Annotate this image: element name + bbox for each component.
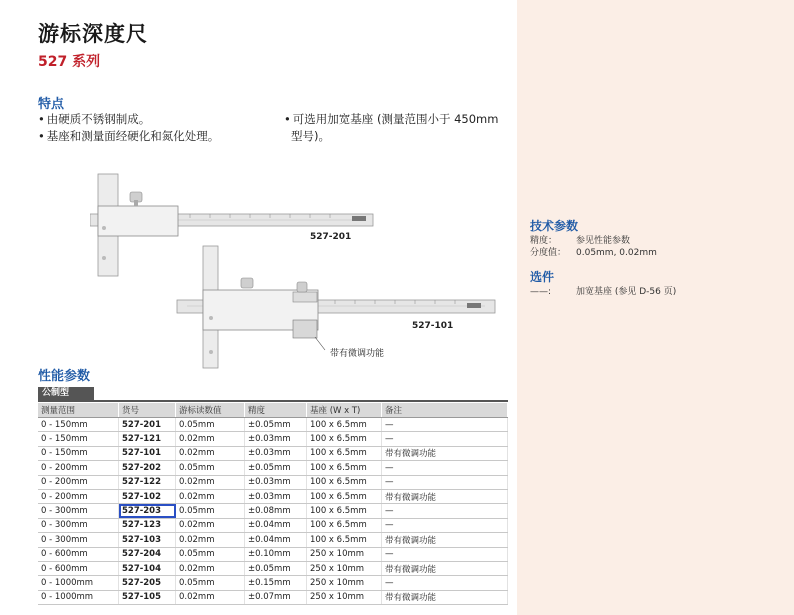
cell-graduation: 0.02mm <box>176 590 245 604</box>
cell-range: 0 - 600mm <box>38 547 119 561</box>
cell-range: 0 - 300mm <box>38 504 119 518</box>
cell-accuracy: ±0.08mm <box>245 504 307 518</box>
table-row <box>38 446 508 460</box>
cell-graduation: 0.05mm <box>176 418 245 432</box>
series-subtitle: 527 系列 <box>38 54 101 70</box>
cell-accuracy: ±0.04mm <box>245 533 307 547</box>
table-row <box>38 418 508 432</box>
cell-range: 0 - 150mm <box>38 446 119 460</box>
cell-accuracy: ±0.05mm <box>245 418 307 432</box>
cell-accuracy: ±0.05mm <box>245 561 307 575</box>
image-label-527-101: 527-101 <box>412 321 454 331</box>
cell-remarks: — <box>382 475 508 489</box>
table-row <box>38 475 508 489</box>
cell-code: 527-123 <box>119 518 176 532</box>
cell-code: 527-105 <box>119 590 176 604</box>
cell-graduation: 0.02mm <box>176 446 245 460</box>
cell-code: 527-202 <box>119 461 176 475</box>
cell-graduation: 0.02mm <box>176 533 245 547</box>
cell-base: 100 x 6.5mm <box>307 432 382 446</box>
cell-base: 100 x 6.5mm <box>307 446 382 460</box>
option-wide-base: ——: 加宽基座 (参见 D-56 页) <box>530 287 677 297</box>
cell-base: 250 x 10mm <box>307 590 382 604</box>
col-header-base: 基座 (W x T) <box>307 403 382 418</box>
cell-accuracy: ±0.03mm <box>245 475 307 489</box>
page-title: 游标深度尺 <box>38 22 148 46</box>
cell-code: 527-103 <box>119 533 176 547</box>
col-header-graduation: 游标读数值 <box>176 403 245 418</box>
cell-base: 100 x 6.5mm <box>307 504 382 518</box>
table-row <box>38 461 508 475</box>
cell-code: 527-104 <box>119 561 176 575</box>
table-row <box>38 432 508 446</box>
cell-range: 0 - 200mm <box>38 475 119 489</box>
metric-type-tag: 公制型 <box>38 387 94 400</box>
cell-remarks: — <box>382 432 508 446</box>
cell-code: 527-205 <box>119 576 176 590</box>
cell-range: 0 - 300mm <box>38 518 119 532</box>
table-row <box>38 590 508 604</box>
cell-accuracy: ±0.05mm <box>245 461 307 475</box>
cell-code: 527-203 <box>119 504 176 518</box>
cell-code: 527-102 <box>119 489 176 503</box>
cell-base: 250 x 10mm <box>307 547 382 561</box>
cell-graduation: 0.02mm <box>176 518 245 532</box>
cell-base: 100 x 6.5mm <box>307 518 382 532</box>
cell-base: 250 x 10mm <box>307 576 382 590</box>
image-label-527-201: 527-201 <box>310 232 352 242</box>
col-header-accuracy: 精度 <box>245 403 307 418</box>
cell-base: 250 x 10mm <box>307 561 382 575</box>
cell-remarks: 带有微调功能 <box>382 489 508 503</box>
cell-accuracy: ±0.04mm <box>245 518 307 532</box>
table-top-rule <box>38 400 508 402</box>
cell-range: 0 - 1000mm <box>38 576 119 590</box>
col-header-remarks: 备注 <box>382 403 508 418</box>
cell-graduation: 0.05mm <box>176 504 245 518</box>
cell-graduation: 0.05mm <box>176 547 245 561</box>
cell-remarks: 带有微调功能 <box>382 446 508 460</box>
cell-range: 0 - 200mm <box>38 489 119 503</box>
feature-item-2: • 基座和测量面经硬化和氮化处理。 <box>38 129 220 143</box>
cell-remarks: — <box>382 418 508 432</box>
cell-base: 100 x 6.5mm <box>307 489 382 503</box>
cell-code: 527-122 <box>119 475 176 489</box>
options-heading: 选件 <box>530 270 555 284</box>
cell-graduation: 0.05mm <box>176 461 245 475</box>
performance-table <box>38 403 508 605</box>
cell-remarks: — <box>382 518 508 532</box>
cell-remarks: — <box>382 461 508 475</box>
table-row <box>38 518 508 532</box>
cell-remarks: 带有微调功能 <box>382 533 508 547</box>
cell-accuracy: ±0.10mm <box>245 547 307 561</box>
cell-code: 527-204 <box>119 547 176 561</box>
table-row <box>38 489 508 503</box>
cell-base: 100 x 6.5mm <box>307 533 382 547</box>
cell-range: 0 - 1000mm <box>38 590 119 604</box>
col-header-range: 测量范围 <box>38 403 119 418</box>
feature-item-3: • 可选用加宽基座 (测量范围小于 450mm <box>284 112 499 126</box>
cell-accuracy: ±0.07mm <box>245 590 307 604</box>
cell-code: 527-201 <box>119 418 176 432</box>
cell-graduation: 0.02mm <box>176 475 245 489</box>
cell-remarks: 带有微调功能 <box>382 561 508 575</box>
cell-remarks: 带有微调功能 <box>382 590 508 604</box>
fine-adjust-callout: 带有微调功能 <box>330 349 385 359</box>
cell-base: 100 x 6.5mm <box>307 418 382 432</box>
cell-range: 0 - 150mm <box>38 418 119 432</box>
cell-accuracy: ±0.03mm <box>245 446 307 460</box>
cell-remarks: — <box>382 547 508 561</box>
cell-graduation: 0.02mm <box>176 561 245 575</box>
table-header-row <box>38 403 508 418</box>
specs-heading: 技术参数 <box>530 219 579 233</box>
feature-item-1: • 由硬质不锈钢制成。 <box>38 112 151 126</box>
cell-graduation: 0.02mm <box>176 489 245 503</box>
cell-code: 527-101 <box>119 446 176 460</box>
performance-heading: 性能参数 <box>38 369 91 384</box>
cell-range: 0 - 150mm <box>38 432 119 446</box>
cell-range: 0 - 600mm <box>38 561 119 575</box>
cell-base: 100 x 6.5mm <box>307 461 382 475</box>
cell-accuracy: ±0.15mm <box>245 576 307 590</box>
cell-graduation: 0.05mm <box>176 576 245 590</box>
cell-remarks: — <box>382 504 508 518</box>
table-row <box>38 533 508 547</box>
cell-code: 527-121 <box>119 432 176 446</box>
table-row <box>38 504 508 518</box>
cell-range: 0 - 200mm <box>38 461 119 475</box>
table-row <box>38 547 508 561</box>
table-row <box>38 561 508 575</box>
spec-resolution: 分度值： 0.05mm, 0.02mm <box>530 248 657 258</box>
table-row <box>38 576 508 590</box>
cell-range: 0 - 300mm <box>38 533 119 547</box>
feature-item-3-cont: 型号)。 <box>291 129 330 143</box>
right-panel <box>517 0 794 615</box>
cell-remarks: — <box>382 576 508 590</box>
cell-graduation: 0.02mm <box>176 432 245 446</box>
cell-accuracy: ±0.03mm <box>245 489 307 503</box>
features-heading: 特点 <box>38 97 65 112</box>
cell-accuracy: ±0.03mm <box>245 432 307 446</box>
spec-accuracy: 精度： 参见性能参数 <box>530 236 631 246</box>
col-header-code: 货号 <box>119 403 176 418</box>
cell-base: 100 x 6.5mm <box>307 475 382 489</box>
